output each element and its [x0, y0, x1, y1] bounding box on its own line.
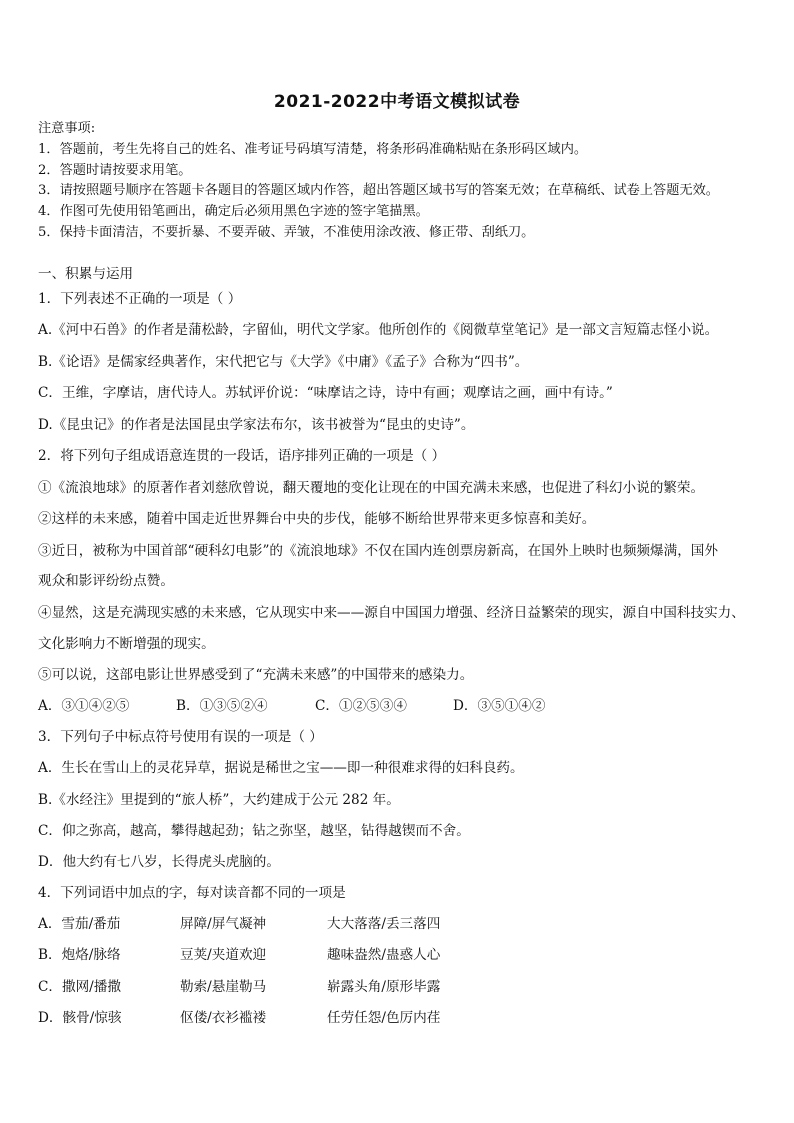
notice-item: 4．作图可先使用铅笔画出，确定后必须用黑色字迹的签字笔描黑。 — [38, 204, 429, 219]
answer-option: B．炮烙/脉络 — [38, 947, 121, 963]
answer-option: D．他大约有七八岁，长得虎头虎脑的。 — [38, 854, 280, 870]
answer-option: A．雪茄/番茄 — [38, 916, 121, 932]
question-sentence: ②这样的未来感，随着中国走近世界舞台中央的步伐，能够不断给世界带来更多惊喜和美好。 — [38, 511, 596, 527]
answer-option-pair: 趣味盎然/蛊惑人心 — [327, 947, 441, 963]
answer-option: C．王维，字摩诘，唐代诗人。苏轼评价说：“味摩诘之诗，诗中有画；观摩诘之画，画中有诗。” — [38, 385, 613, 401]
answer-option: B.《水经注》里提到的“旅人桥”，大约建成于公元 282 年。 — [38, 792, 400, 808]
answer-option: B.《论语》是儒家经典著作，宋代把它与《大学》《中庸》《孟子》合称为“四书”。 — [38, 354, 529, 370]
answer-option: A.《河中石兽》的作者是蒲松龄，字留仙，明代文学家。他所创作的《阅微草堂笔记》是一部文言短篇志怪小说。 — [38, 322, 719, 338]
answer-option: B．①③⑤②④ — [176, 698, 268, 714]
answer-option: C．撒网/播撒 — [38, 979, 121, 995]
notice-item: 1．答题前，考生先将自己的姓名、准考证号码填写清楚，将条形码准确粘贴在条形码区域内。 — [38, 142, 588, 157]
answer-option: A．生长在雪山上的灵花异草，据说是稀世之宝——即一种很难求得的妇科良药。 — [38, 760, 524, 776]
notice-heading: 注意事项: — [38, 121, 96, 136]
notice-item: 2．答题时请按要求用笔。 — [38, 163, 192, 178]
question-sentence: 文化影响力不断增强的现实。 — [38, 636, 215, 652]
question-sentence: ⑤可以说，这部电影让世界感受到了“充满未来感”的中国带来的感染力。 — [38, 667, 474, 683]
answer-option-pair: 大大落落/丢三落四 — [327, 916, 441, 932]
answer-option: C．①②⑤③④ — [315, 698, 407, 714]
answer-option: D.《昆虫记》的作者是法国昆虫学家法布尔，该书被誉为“昆虫的史诗”。 — [38, 417, 475, 433]
answer-option-pair: 崭露头角/原形毕露 — [327, 979, 441, 995]
answer-option-pair: 豆荚/夹道欢迎 — [180, 947, 267, 963]
answer-option: D．骸骨/惊骇 — [38, 1010, 122, 1026]
notice-item: 3．请按照题号顺序在答题卡各题目的答题区域内作答，超出答题区域书写的答案无效；在草稿纸、试卷上答题无效。 — [38, 183, 719, 198]
answer-option: D．③⑤①④② — [453, 698, 546, 714]
answer-option-pair: 勒索/悬崖勒马 — [180, 979, 267, 995]
answer-option: C．仰之弥高，越高，攀得越起劲；钻之弥坚，越坚，钻得越锲而不舍。 — [38, 823, 470, 839]
section-heading: 一、积累与运用 — [38, 266, 134, 282]
question-sentence: ④显然，这是充满现实感的未来感，它从现实中来——源自中国国力增强、经济日益繁荣的现实，源自中国科技实力、 — [38, 605, 745, 621]
question-stem: 2．将下列句子组成语意连贯的一段话，语序排列正确的一项是（ ） — [38, 448, 446, 464]
question-sentence: ①《流浪地球》的原著作者刘慈欣曾说，翻天覆地的变化让现在的中国充满未来感，也促进了科幻小说的繁荣。 — [38, 480, 705, 496]
question-sentence: ③近日，被称为中国首部“硬科幻电影”的《流浪地球》不仅在国内连创票房新高，在国外上映时也频频爆满，国外 — [38, 543, 718, 559]
question-stem: 3．下列句子中标点符号使用有误的一项是（ ） — [38, 729, 323, 745]
page-title: 2021-2022中考语文模拟试卷 — [273, 92, 521, 112]
answer-option: A．③①④②⑤ — [38, 698, 130, 714]
answer-option-pair: 伛偻/衣衫褴褛 — [180, 1010, 267, 1026]
answer-option-pair: 任劳任怨/色厉内荏 — [327, 1010, 441, 1026]
question-stem: 4．下列词语中加点的字，每对读音都不同的一项是 — [38, 885, 346, 901]
question-stem: 1．下列表述不正确的一项是（ ） — [38, 291, 242, 307]
question-sentence: 观众和影评纷纷点赞。 — [38, 573, 174, 589]
answer-option-pair: 屏障/屏气凝神 — [180, 916, 267, 932]
notice-item: 5．保持卡面清洁，不要折暴、不要弄破、弄皱，不准使用涂改液、修正带、刮纸刀。 — [38, 225, 535, 240]
